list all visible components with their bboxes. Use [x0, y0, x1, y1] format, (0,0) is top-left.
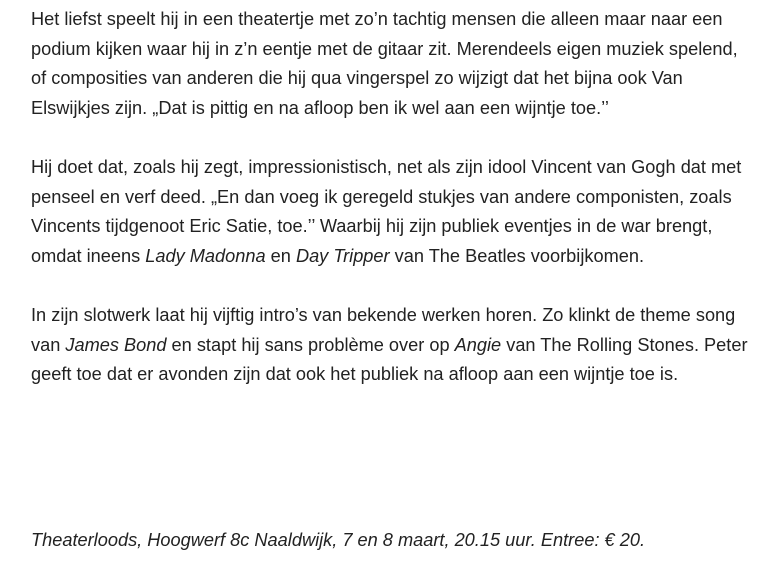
song-title: Day Tripper [295, 245, 390, 266]
paragraph-text: van The Rolling Stones. Peter geeft toe dat er avonden zijn dat ook het publiek na afloop aan een wijntje toe is. [31, 334, 748, 385]
event-info-line: Theaterloods, Hoogwerf 8c Naaldwijk, 7 en 8 maart, 20.15 uur. Entree: € 20. [31, 530, 645, 550]
article-paragraph [31, 301, 751, 390]
article-paragraph [31, 5, 751, 123]
paragraph-text: en [265, 245, 296, 266]
paragraph-text: In zijn slotwerk laat hij vijftig intro’s van bekende werken horen. Zo klinkt de theme song van [31, 304, 736, 355]
paragraph-text: Het liefst speelt hij in een theatertje met zo’n tachtig mensen die alleen maar naar een podium kijken waar hij in z’n eentje met de gitaar zit. Merendeels eigen muziek spelend, of composities van anderen die hij qua vingerspel zo wijzigt dat het bijna ook Van Elswijkjes zijn. „Dat is pittig en na afloop ben ik wel aan een wijntje toe.’’ [31, 9, 738, 118]
article-paragraph [31, 153, 751, 271]
article-body [31, 5, 751, 390]
paragraph-text: en stapt hij sans problème over op [166, 334, 455, 355]
film-title: James Bond [65, 334, 167, 355]
song-title: Lady Madonna [145, 245, 266, 266]
song-title: Angie [454, 334, 502, 355]
paragraph-text: van The Beatles voorbijkomen. [389, 245, 645, 266]
paragraph-text: Hij doet dat, zoals hij zegt, impressionistisch, net als zijn idool Vincent van Gogh dat met penseel en verf deed. „En dan voeg ik geregeld stukjes van andere componisten, zoals Vincents tijdgenoot Eric Satie, toe.’’ Waarbij hij zijn publiek eventjes in de war brengt, omdat ineens [31, 156, 742, 266]
